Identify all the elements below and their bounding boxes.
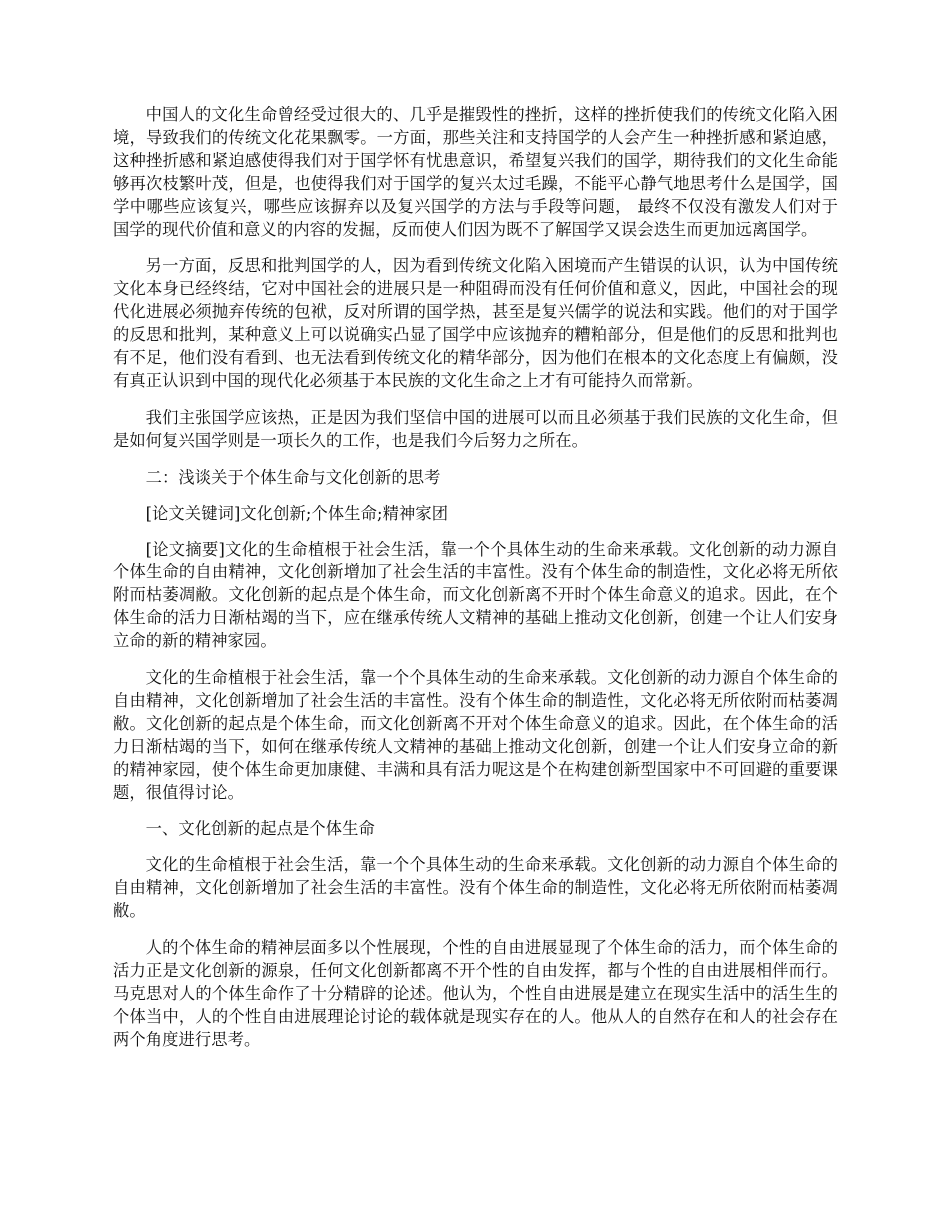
abstract-paragraph: [论文摘要]文化的生命植根于社会生活，靠一个个具体生动的生命来承载。文化创新的动力源自个体生命的自由精神，文化创新增加了社会生活的丰富性。没有个体生命的制造性，文化必将无所依附而枯萎凋敝。文化创新的起点是个体生命，而文化创新离不开时个体生命意义的追求。因此，在个体生命的活力日渐枯竭的当下，应在继承传统人文精神的基础上推动文化创新，创建一个让人们安身立命的新的精神家园。: [113, 539, 838, 651]
paragraph-3: 我们主张国学应该热，正是因为我们坚信中国的进展可以而且必须基于我们民族的文化生命，但是如何复兴国学则是一项长久的工作，也是我们今后努力之所在。: [113, 407, 838, 450]
paragraph-1: 中国人的文化生命曾经受过很大的、几乎是摧毁性的挫折，这样的挫折使我们的传统文化陷入困境，导致我们的传统文化花果飘零。一方面，那些关注和支持国学的人会产生一种挫折感和紧迫感，这种挫折感和紧迫感使得我们对于国学怀有忧患意识，希望复兴我们的国学，期待我们的文化生命能够再次枝繁叶茂，但是，也使得我们对于国学的复兴太过毛躁，不能平心静气地思考什么是国学，国学中哪些应该复兴，哪些应该摒弃以及复兴国学的方法与手段等问题， 最终不仅没有激发人们对于国学的现代价值和意义的内容的发掘，反而使人们因为既不了解国学又误会迭生而更加远离国学。: [113, 105, 838, 239]
document-body: [113, 104, 838, 1066]
paragraph-section1-b: 人的个体生命的精神层面多以个性展现，个性的自由进展显现了个体生命的活力，而个体生命的活力正是文化创新的源泉，任何文化创新都离不开个性的自由发挥，都与个性的自由进展相伴而行。马克思对人的个体生命作了十分精辟的论述。他认为，个性自由进展是建立在现实生活中的活生生的个体当中，人的个性自由进展理论讨论的载体就是现实存在的人。他从人的自然存在和人的社会存在两个角度进行思考。: [113, 938, 838, 1049]
keywords-line: [论文关键词]文化创新;个体生命;精神家团: [145, 503, 449, 523]
paragraph-section1-a: 文化的生命植根于社会生活，靠一个个具体生动的生命来承载。文化创新的动力源自个体生命的自由精神，文化创新增加了社会生活的丰富性。没有个体生命的制造性，文化必将无所依附而枯萎凋敝。: [113, 855, 838, 921]
section-heading-2: 二：浅谈关于个体生命与文化创新的思考: [145, 467, 441, 487]
paragraph-2: 另一方面，反思和批判国学的人，因为看到传统文化陷入困境而产生错误的认识，认为中国传统文化本身已经终结，它对中国社会的进展只是一种阻碍而没有任何价值和意义，因此，中国社会的现代化进展必须抛弃传统的包袱，反对所谓的国学热，甚至是复兴儒学的说法和实践。他们的对于国学的反思和批判，某种意义上可以说确实凸显了国学中应该抛弃的糟粕部分，但是他们的反思和批判也有不足，他们没有看到、也无法看到传统文化的精华部分，因为他们在根本的文化态度上有偏颇，没有真正认识到中国的现代化必须基于本民族的文化生命之上才有可能持久而常新。: [113, 256, 838, 390]
section-heading-1: 一、文化创新的起点是个体生命: [145, 819, 375, 839]
paragraph-intro: 文化的生命植根于社会生活，靠一个个具体生动的生命来承载。文化创新的动力源自个体生命的自由精神，文化创新增加了社会生活的丰富性。没有个体生命的制造性，文化必将无所依附而枯萎凋敝。文化创新的起点是个体生命，而文化创新离不开对个体生命意义的追求。因此，在个体生命的活力日渐枯竭的当下，如何在继承传统人文精神的基础上推动文化创新，创建一个让人们安身立命的新的精神家园，使个体生命更加康健、丰满和具有活力呢这是个在构建创新型国家中不可回避的重要课题，很值得讨论。: [113, 668, 838, 802]
